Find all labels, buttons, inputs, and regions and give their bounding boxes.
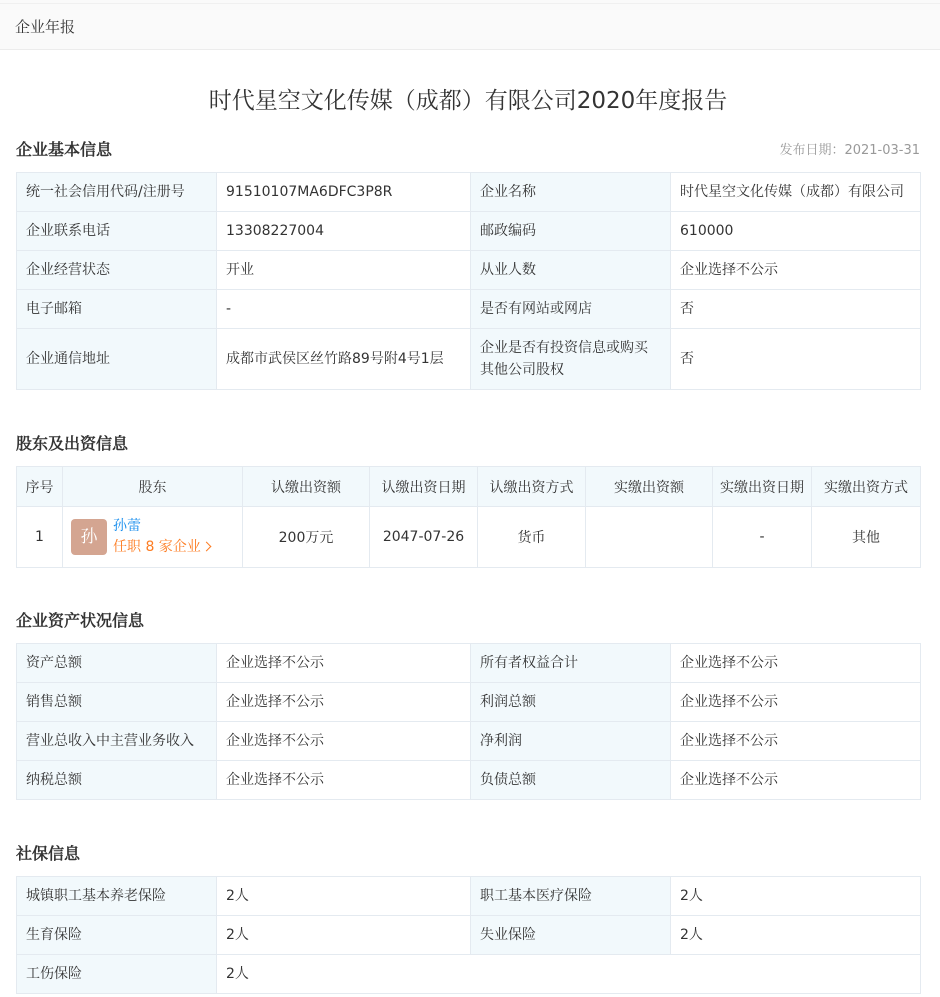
label-phone: 企业联系电话: [17, 212, 217, 251]
assets-table: [16, 643, 921, 800]
label-net-profit: 净利润: [471, 722, 671, 761]
shareholders-table: [16, 466, 921, 568]
label-medical: 职工基本医疗保险: [471, 877, 671, 916]
table-header-row: [17, 467, 921, 507]
label-investment: 企业是否有投资信息或购买其他公司股权: [471, 329, 671, 390]
report-title: 时代星空文化传媒（成都）有限公司2020年度报告: [208, 88, 728, 114]
cell-subscribed-amount: 200万元: [243, 507, 370, 568]
value-main-revenue: 企业选择不公示: [217, 722, 471, 761]
label-credit-code: 统一社会信用代码/注册号: [17, 173, 217, 212]
table-row: [17, 173, 921, 212]
value-postcode: 610000: [671, 212, 921, 251]
value-owner-equity: 企业选择不公示: [671, 644, 921, 683]
assets-title: 企业资产状况信息: [16, 611, 145, 630]
col-paid-date: 实缴出资日期: [713, 467, 812, 507]
value-total-liabilities: 企业选择不公示: [671, 761, 921, 800]
shareholders-title: 股东及出资信息: [16, 434, 129, 453]
basic-info-table: [16, 172, 921, 390]
top-bar: [0, 0, 940, 50]
positions-link[interactable]: [113, 537, 210, 558]
value-pension: 2人: [217, 877, 471, 916]
cell-paid-amount: [586, 507, 713, 568]
table-row: [17, 212, 921, 251]
cell-paid-date: -: [713, 507, 812, 568]
value-total-tax: 企业选择不公示: [217, 761, 471, 800]
label-status: 企业经营状态: [17, 251, 217, 290]
label-total-tax: 纳税总额: [17, 761, 217, 800]
cell-subscribed-date: 2047-07-26: [370, 507, 478, 568]
value-net-profit: 企业选择不公示: [671, 722, 921, 761]
label-email: 电子邮箱: [17, 290, 217, 329]
value-employees: 企业选择不公示: [671, 251, 921, 290]
avatar: 孙: [71, 519, 107, 555]
col-paid-amount: 实缴出资额: [586, 467, 713, 507]
label-maternity: 生育保险: [17, 916, 217, 955]
label-owner-equity: 所有者权益合计: [471, 644, 671, 683]
label-total-profit: 利润总额: [471, 683, 671, 722]
value-email: -: [217, 290, 471, 329]
value-total-profit: 企业选择不公示: [671, 683, 921, 722]
cell-shareholder: [63, 507, 243, 568]
table-row: [17, 507, 921, 568]
chevron-right-icon: [201, 542, 211, 552]
col-subscribed-date: 认缴出资日期: [370, 467, 478, 507]
table-row: [17, 290, 921, 329]
table-row: [17, 644, 921, 683]
col-paid-method: 实缴出资方式: [812, 467, 921, 507]
label-address: 企业通信地址: [17, 329, 217, 390]
cell-paid-method: 其他: [812, 507, 921, 568]
table-row: [17, 916, 921, 955]
cell-subscribed-method: 货币: [478, 507, 586, 568]
label-total-liabilities: 负债总额: [471, 761, 671, 800]
shareholder-name-link[interactable]: 孙蕾: [113, 518, 141, 534]
publish-date: 发布日期：2021-03-31: [779, 143, 920, 158]
col-subscribed-amount: 认缴出资额: [243, 467, 370, 507]
label-website: 是否有网站或网店: [471, 290, 671, 329]
label-employees: 从业人数: [471, 251, 671, 290]
label-injury: 工伤保险: [17, 955, 217, 994]
value-medical: 2人: [671, 877, 921, 916]
label-unemployment: 失业保险: [471, 916, 671, 955]
label-total-sales: 销售总额: [17, 683, 217, 722]
label-total-assets: 资产总额: [17, 644, 217, 683]
value-maternity: 2人: [217, 916, 471, 955]
table-row: [17, 722, 921, 761]
value-status: 开业: [217, 251, 471, 290]
value-total-sales: 企业选择不公示: [217, 683, 471, 722]
table-row: [17, 761, 921, 800]
label-pension: 城镇职工基本养老保险: [17, 877, 217, 916]
table-row: [17, 329, 921, 390]
label-postcode: 邮政编码: [471, 212, 671, 251]
table-row: [17, 251, 921, 290]
label-company-name: 企业名称: [471, 173, 671, 212]
col-subscribed-method: 认缴出资方式: [478, 467, 586, 507]
value-address: 成都市武侯区丝竹路89号附4号1层: [217, 329, 471, 390]
basic-info-title: 企业基本信息: [16, 140, 113, 159]
value-company-name: 时代星空文化传媒（成都）有限公司: [671, 173, 921, 212]
positions-text: 任职 8 家企业: [113, 539, 201, 555]
col-index: 序号: [17, 467, 63, 507]
value-investment: 否: [671, 329, 921, 390]
value-total-assets: 企业选择不公示: [217, 644, 471, 683]
col-shareholder: 股东: [63, 467, 243, 507]
table-row: [17, 955, 921, 994]
value-website: 否: [671, 290, 921, 329]
value-unemployment: 2人: [671, 916, 921, 955]
shareholder-info: [113, 516, 210, 558]
top-divider: [0, 3, 940, 4]
cell-index: 1: [17, 507, 63, 568]
table-row: [17, 683, 921, 722]
social-insurance-table: [16, 876, 921, 994]
value-injury: 2人: [217, 955, 921, 994]
table-row: [17, 877, 921, 916]
value-phone: 13308227004: [217, 212, 471, 251]
label-main-revenue: 营业总收入中主营业务收入: [17, 722, 217, 761]
section-header-title: 企业年报: [15, 18, 76, 36]
social-insurance-title: 社保信息: [16, 844, 81, 863]
value-credit-code: 91510107MA6DFC3P8R: [217, 173, 471, 212]
